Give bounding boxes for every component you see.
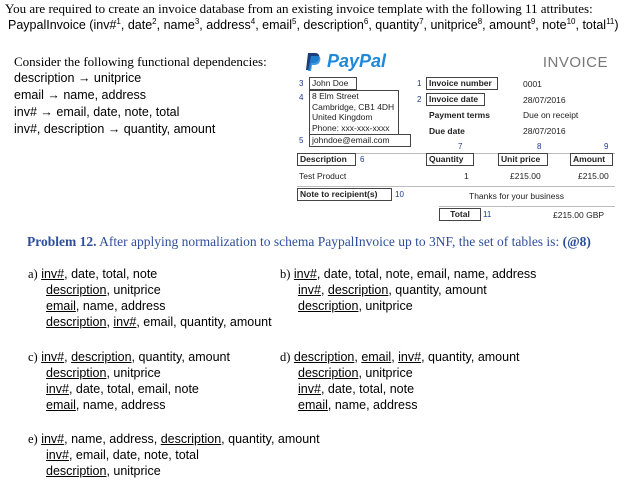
attribute-text: , name, address,: [64, 432, 161, 446]
item-unitprice: £215.00: [510, 171, 541, 181]
option-table-line: [280, 282, 536, 298]
option-label: e): [28, 432, 38, 446]
problem-statement: [27, 234, 591, 250]
key-attribute: description: [160, 432, 222, 446]
option-table-line: [28, 266, 272, 282]
deps-header: Consider the following functional dependencies:: [14, 54, 267, 69]
intro-line-1: You are required to create an invoice database from an existing invoice template with the following 11 attributes:: [5, 1, 593, 16]
arrow-icon: →: [47, 88, 60, 102]
attribute-list: inv#$^1$, date$^2$, name$^3$, address$^4$, email$^5$, description$^6$, quantity$^7$, unitprice$^8$, amount$^9$, note$^{10}$, total$^{11}$: [93, 16, 615, 32]
key-attribute: description: [71, 350, 132, 364]
key-attribute: description: [46, 283, 107, 297]
key-attribute: inv#: [46, 448, 69, 462]
attribute-index: 1: [116, 16, 121, 26]
dependency-row: [14, 87, 267, 104]
dependency-lhs: inv#, description: [14, 122, 105, 136]
attribute-text: , quantity, amount: [388, 283, 487, 297]
option-table-line: [28, 314, 272, 330]
total-label: Total: [439, 208, 481, 221]
key-attribute: description: [327, 283, 389, 297]
option-c[interactable]: [28, 349, 230, 413]
attribute-name: name: [163, 18, 195, 32]
attribute-index: 7: [419, 16, 424, 26]
attribute-text: , name, address: [75, 299, 166, 313]
total-number: 11: [483, 210, 492, 219]
option-table-line: [28, 431, 320, 447]
attribute-text: ,: [391, 350, 399, 364]
attribute-name: address: [206, 18, 251, 32]
attribute-text: , unitprice: [106, 283, 161, 297]
note-label: Note to recipient(s): [297, 188, 392, 201]
key-attribute: inv#: [46, 382, 69, 396]
key-attribute: inv#: [41, 350, 65, 364]
option-table-line: [280, 298, 536, 314]
attribute-index: 6: [363, 16, 369, 26]
attribute-text: , unitprice: [106, 464, 161, 478]
arrow-icon: →: [77, 71, 91, 85]
key-attribute: email: [361, 350, 392, 364]
option-table-line: [28, 397, 230, 413]
option-d[interactable]: [280, 349, 520, 413]
option-table-line: [280, 397, 520, 413]
attribute-index: 5: [292, 16, 297, 26]
attribute-index: 11: [606, 16, 615, 26]
option-label: c): [28, 350, 38, 364]
customer-name: John Doe: [309, 77, 357, 90]
schema-suffix: ): [614, 18, 619, 32]
attribute-text: , email, quantity, amount: [136, 315, 272, 329]
table-row-divider: [297, 186, 615, 187]
attribute-text: , quantity, amount: [131, 350, 230, 364]
customer-email: johndoe@email.com: [309, 134, 411, 147]
attribute-text: , unitprice: [358, 299, 413, 313]
dependency-row: [14, 70, 267, 87]
address-line: United Kingdom: [312, 112, 373, 122]
option-b[interactable]: [280, 266, 536, 314]
attribute-text: , unitprice: [358, 366, 413, 380]
amount-col-label: Amount: [570, 153, 613, 166]
dependency-rhs: unitprice: [93, 71, 142, 85]
dependency-lhs: email: [14, 88, 44, 102]
attribute-index: 4: [250, 16, 256, 26]
intro-text: [5, 1, 619, 33]
attribute-text: , date, total, note: [320, 382, 415, 396]
invoice-number-value: 0001: [523, 79, 542, 89]
attribute-name: date: [127, 18, 153, 32]
item-quantity: 1: [464, 171, 469, 181]
attribute-text: , name, address: [327, 398, 418, 412]
attribute-text: , date, total, note: [64, 267, 158, 281]
problem-points: (@8): [562, 234, 591, 249]
option-label: a): [28, 267, 38, 281]
key-attribute: description: [46, 366, 107, 380]
invoice-title: INVOICE: [542, 54, 608, 71]
functional-dependencies: [14, 53, 267, 138]
item-amount: £215.00: [578, 171, 609, 181]
attribute-text: ,: [320, 283, 328, 297]
invoice-date-num: 2: [417, 95, 422, 104]
total-divider: [439, 206, 615, 207]
arrow-icon: →: [40, 105, 53, 119]
customer-address: [309, 90, 399, 135]
key-attribute: description: [298, 366, 359, 380]
attribute-name: quantity: [375, 18, 420, 32]
intro-line-2: [5, 17, 619, 33]
invoice-template: [291, 44, 622, 224]
unitprice-number: 8: [537, 142, 542, 151]
invoice-date-value: 28/07/2016: [523, 95, 566, 105]
attribute-text: , quantity, amount: [421, 350, 520, 364]
key-attribute: inv#: [293, 267, 317, 281]
address-line: 8 Elm Street: [312, 91, 359, 101]
attribute-text: , date, total, note, email, name, address: [316, 267, 537, 281]
option-table-line: [28, 381, 230, 397]
address-line: Phone: xxx-xxx-xxxx: [312, 122, 390, 133]
unitprice-col-label: Unit price: [498, 153, 548, 166]
attribute-text: , unitprice: [106, 366, 161, 380]
option-table-line: [28, 282, 272, 298]
key-attribute: description: [46, 315, 107, 329]
address-number: 4: [299, 93, 304, 102]
schema-prefix: PaypalInvoice (: [8, 18, 94, 32]
dependency-row: [14, 121, 267, 138]
option-table-line: [28, 447, 320, 463]
attribute-index: 8: [477, 16, 483, 26]
dependency-row: [14, 104, 267, 121]
option-table-line: [28, 463, 320, 479]
quantity-col-label: Quantity: [426, 153, 474, 166]
option-table-line: [28, 365, 230, 381]
dependency-lhs: description: [14, 71, 75, 85]
attribute-index: 3: [194, 16, 200, 26]
name-number: 3: [299, 79, 304, 88]
payment-terms-label: Payment terms: [429, 110, 490, 120]
address-line: Cambridge, CB1 4DH: [312, 101, 395, 112]
invoice-date-label: Invoice date: [426, 93, 485, 106]
dependency-lhs: inv#: [14, 105, 37, 119]
option-table-line: [280, 266, 536, 282]
dependency-rhs: name, address: [63, 88, 147, 102]
key-attribute: description: [293, 350, 355, 364]
attribute-name: description: [303, 18, 364, 32]
option-label: b): [280, 267, 291, 281]
key-attribute: email: [46, 398, 76, 412]
problem-label: Problem 12.: [27, 234, 97, 249]
total-value-text: £215.00 GBP: [553, 210, 605, 220]
paypal-brand: [327, 51, 386, 72]
attribute-text: , quantity, amount: [221, 432, 320, 446]
problem-text: After applying normalization to schema PaypalInvoice up to 3NF, the set of tables is:: [96, 234, 563, 249]
key-attribute: description: [298, 299, 359, 313]
description-number: 6: [360, 155, 365, 164]
attribute-text: , name, address: [75, 398, 166, 412]
option-a[interactable]: [28, 266, 272, 330]
payment-terms-value: Due on receipt: [523, 110, 579, 120]
option-table-line: [280, 349, 520, 365]
email-number: 5: [299, 136, 304, 145]
note-number: 10: [395, 190, 404, 199]
option-table-line: [280, 381, 520, 397]
key-attribute: email: [46, 299, 76, 313]
description-col-label: Description: [297, 153, 356, 166]
thanks-text: Thanks for your business: [469, 191, 564, 201]
paypal-logo-icon: [305, 52, 321, 72]
item-description: Test Product: [299, 171, 347, 181]
arrow-icon: →: [107, 122, 121, 136]
attribute-name: note: [542, 18, 567, 32]
option-table-line: [28, 298, 272, 314]
key-attribute: description: [46, 464, 107, 478]
attribute-name: inv#: [93, 18, 117, 32]
attribute-text: ,: [354, 350, 362, 364]
deps-list: [14, 70, 267, 138]
due-date-label: Due date: [429, 126, 465, 136]
amount-number: 9: [604, 142, 609, 151]
invoice-number-num: 1: [417, 79, 422, 88]
option-table-line: [280, 365, 520, 381]
key-attribute: email: [298, 398, 328, 412]
invoice-number-label: Invoice number: [426, 77, 498, 90]
key-attribute: inv#: [298, 283, 321, 297]
attribute-text: ,: [64, 350, 72, 364]
option-e[interactable]: [28, 431, 320, 479]
attribute-text: , email, date, note, total: [68, 448, 199, 462]
dependency-rhs: email, date, note, total: [56, 105, 180, 119]
attribute-text: ,: [106, 315, 114, 329]
attribute-text: , date, total, email, note: [68, 382, 199, 396]
attribute-name: email: [262, 18, 293, 32]
attribute-index: 10: [566, 16, 576, 26]
option-label: d): [280, 350, 291, 364]
key-attribute: inv#: [41, 267, 65, 281]
key-attribute: inv#: [298, 382, 321, 396]
dependency-rhs: quantity, amount: [123, 122, 216, 136]
quantity-number: 7: [458, 142, 463, 151]
attribute-name: unitprice: [430, 18, 478, 32]
key-attribute: inv#: [113, 315, 137, 329]
total-value: [553, 210, 604, 220]
option-table-line: [28, 349, 230, 365]
attribute-name: total: [582, 18, 607, 32]
paypal-brand-text: PayPal: [327, 51, 387, 71]
key-attribute: inv#: [398, 350, 422, 364]
attribute-index: 9: [530, 16, 536, 26]
attribute-name: amount: [489, 18, 531, 32]
due-date-value: 28/07/2016: [523, 126, 566, 136]
attribute-index: 2: [152, 16, 157, 26]
key-attribute: inv#: [41, 432, 65, 446]
